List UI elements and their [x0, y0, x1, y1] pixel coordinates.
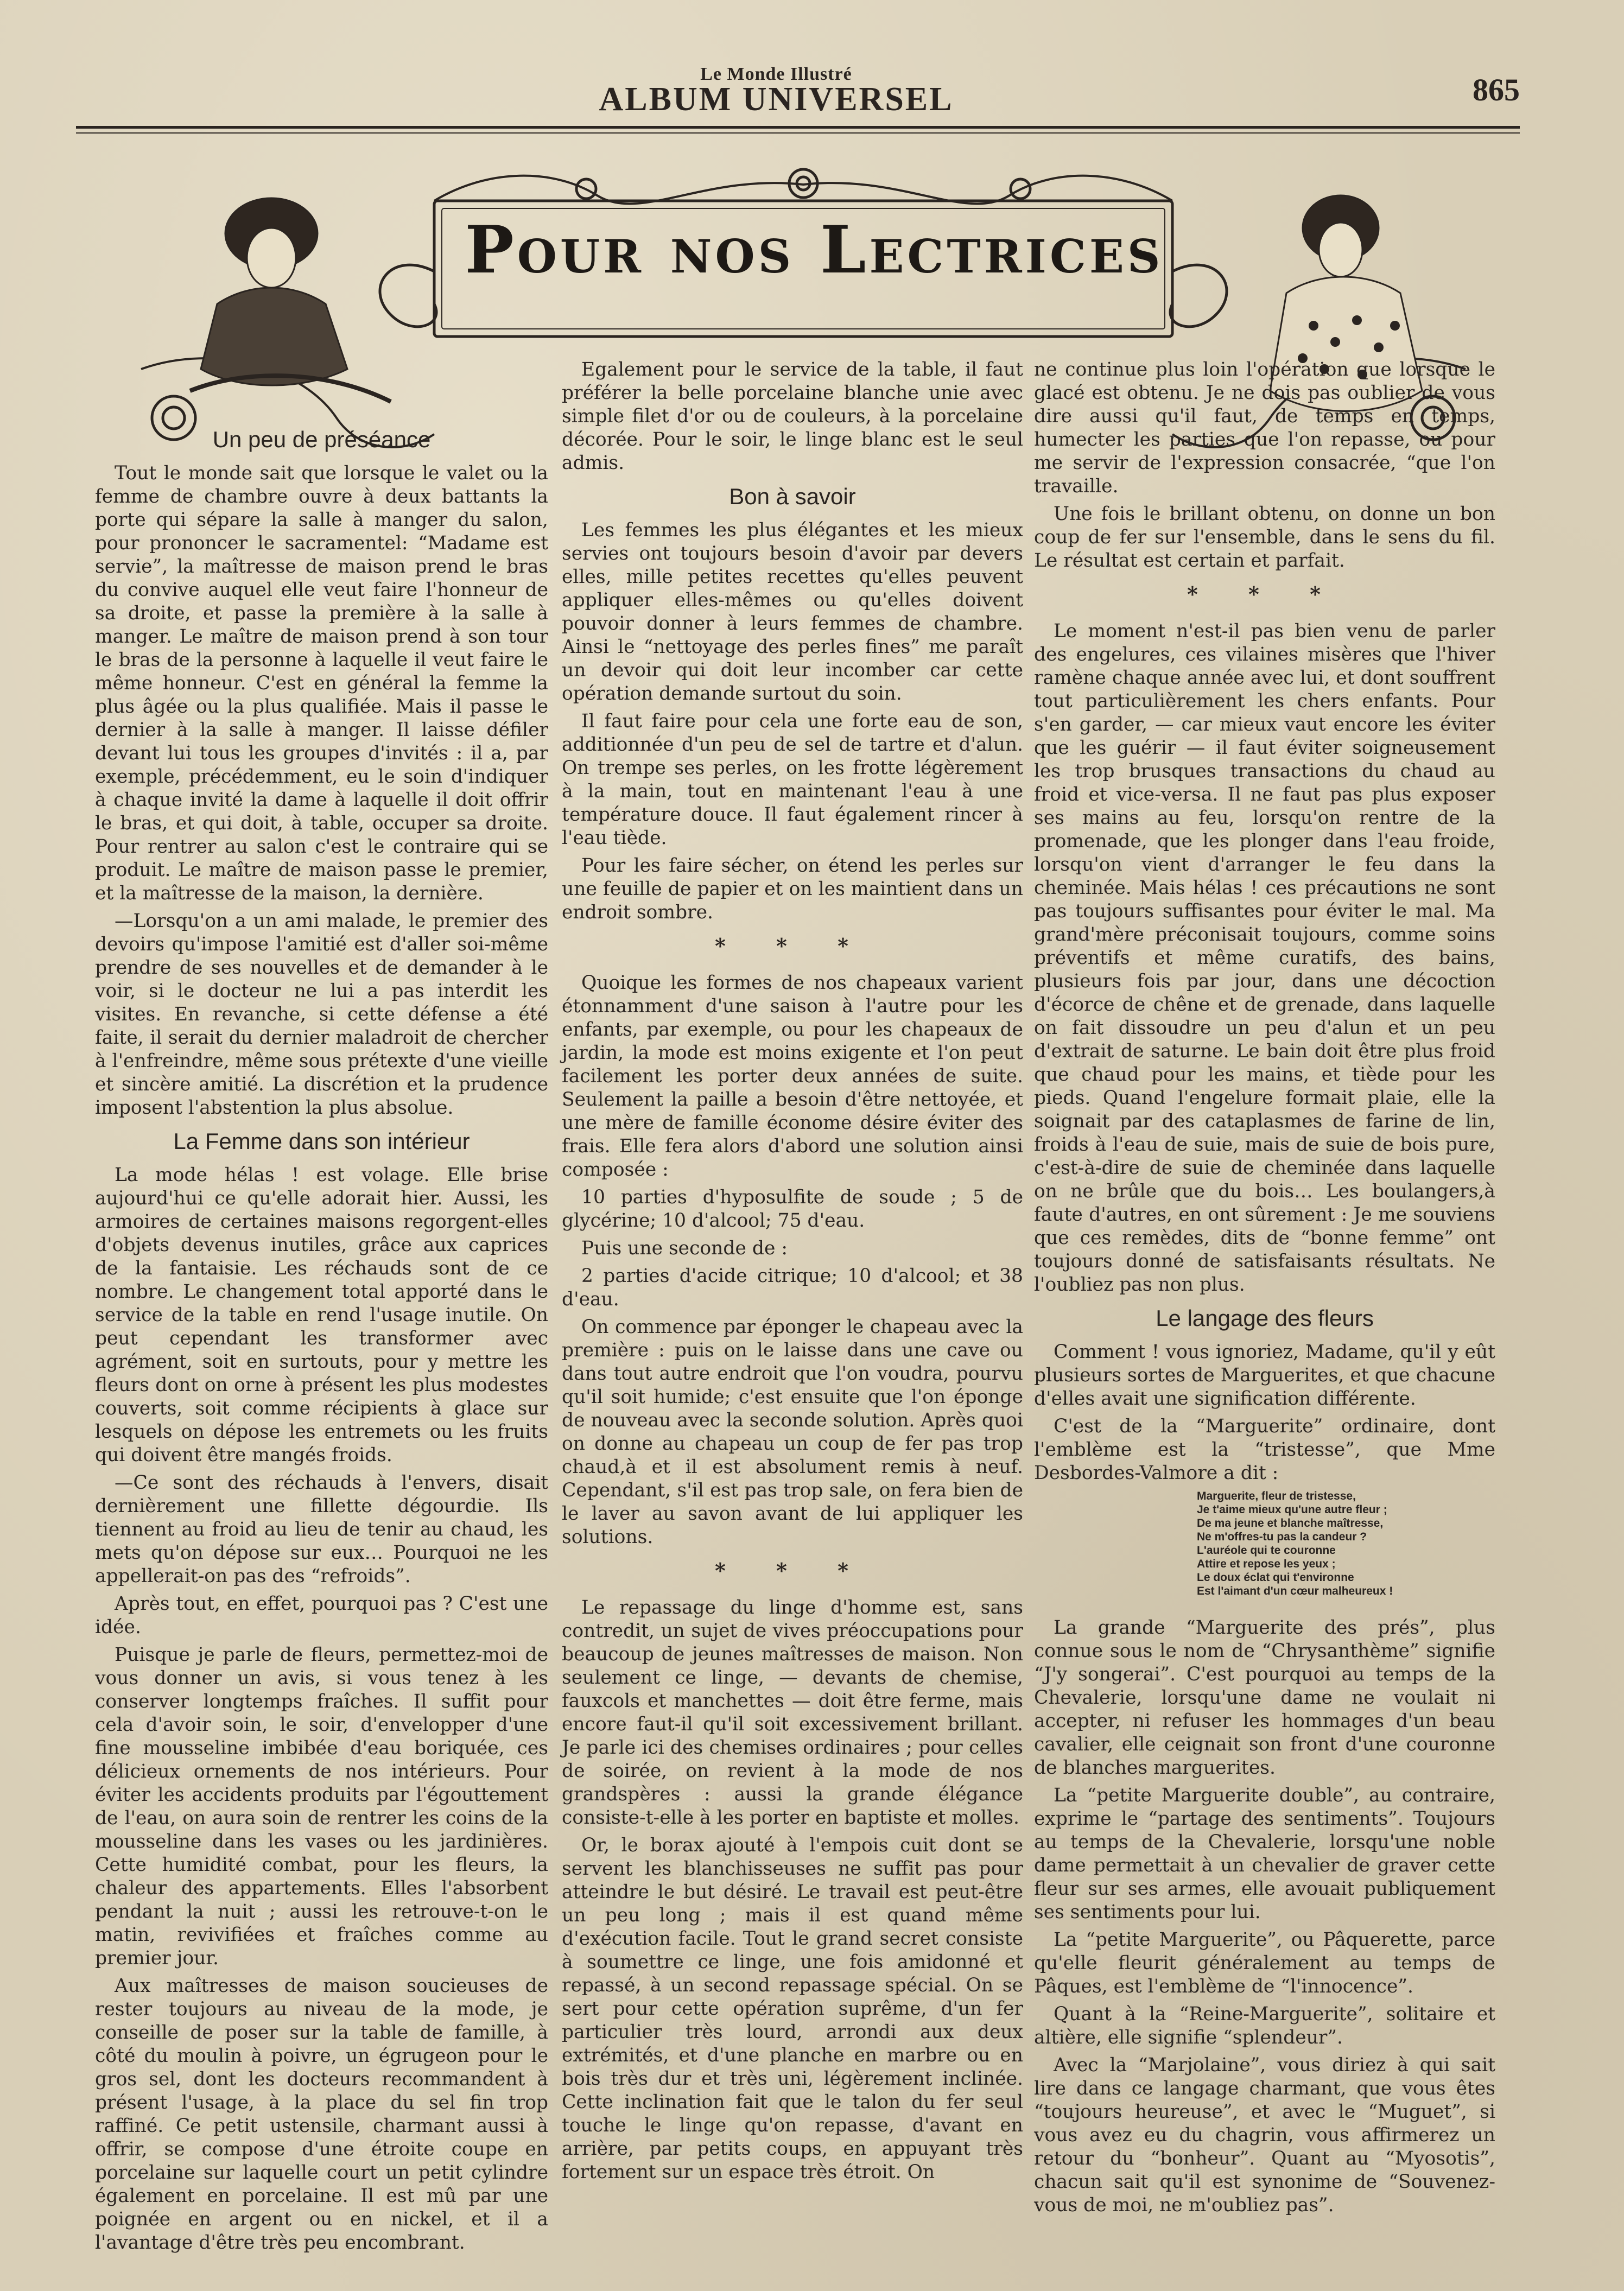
- paragraph: —Lorsqu'on a un ami malade, le premier des devoirs qu'impose l'amitié est d'aller soi-même prendre de ses nouvelles et de demander à le voir, si le docteur ne lui a pas interdit les visites. En revanche, si cette défense a été faite, il serait du dernier maladroit de chercher à l'enfreindre, même sous prétexte d'une vieille et sincère amitié. La discrétion et la prudence imposent l'abstention la plus absolue.: [95, 910, 548, 1119]
- column-3: [1034, 358, 1495, 2222]
- paragraph: La mode hélas ! est volage. Elle brise aujourd'hui ce qu'elle adorait hier. Aussi, les armoires de certaines maisons regorgent-elles d'objets devenus inutiles, grâce aux caprices de la fantaisie. Les réchauds sont de ce nombre. Le changement total apporté dans le service de la table en rend l'usage inutile. On peut cependant les transformer avec agrément, soit en surtouts, pour y mettre les fleurs dont on orne à présent les plus modestes couverts, soit comme récipients à glace sur lesquels on dépose les entremets ou les fruits qui doivent être mangés froids.: [95, 1164, 548, 1466]
- poem-line: Ne m'offres-tu pas la candeur ?: [1197, 1531, 1367, 1543]
- paragraph: La “petite Marguerite”, ou Pâquerette, parce qu'elle fleurit généralement au temps de Pâques, est l'emblème de “l'innocence”.: [1034, 1929, 1495, 1997]
- section-heading-langage-fleurs: Le langage des fleurs: [1156, 1305, 1374, 1331]
- paragraph: Quoique les formes de nos chapeaux varient étonnamment d'une saison à l'autre pour les enfants, par exemple, ou pour les chapeaux de jardin, la mode est moins exigente et l'on peut facilement les porter deux années de suite. Seulement la paille a besoin d'être nettoyée, et une mère de famille économe désire éviter des frais. Elle fera alors d'abord une solution ainsi composée :: [562, 972, 1023, 1181]
- header-rule: [76, 126, 1520, 129]
- section-heading-femme-interieur: La Femme dans son intérieur: [173, 1128, 470, 1154]
- paragraph: Tout le monde sait que lorsque le valet ou la femme de chambre ouvre à deux battants la porte qui sépare la salle à manger du salon, pour prononcer le sacramentel: “Madame est servie”, la maîtresse de maison prend le bras du convive auquel elle veut faire l'honneur de sa droite, et passe la première à la salle à manger. Le maître de maison prend à son tour le bras de la personne à laquelle il veut faire le même honneur. C'est en général la femme la plus âgée ou la plus qualifiée. Mais il passe le dernier à la salle à manger. Il laisse défiler devant lui tous les groupes d'invités : il a, par exemple, précédemment, eu le soin d'indiquer à chaque invité la dame à laquelle il doit offrir le bras, et qui doit, à table, occuper sa droite. Pour rentrer au salon c'est le contraire qui se produit. Le maître de maison passe le premier, et la maîtresse de la maison, la dernière.: [95, 462, 548, 904]
- paragraph: Comment ! vous ignoriez, Madame, qu'il y eût plusieurs sortes de Marguerites, et que chacune d'elles avait une signification différente.: [1034, 1341, 1495, 1410]
- paragraph: Aux maîtresses de maison soucieuses de rester toujours au niveau de la mode, je conseille de poser sur la table de famille, à côté du moulin à poivre, un égrugeon pour le gros sel, dont les docteurs recommandent à présent l'usage, à la place du sel fin trop raffiné. Ce petit ustensile, charmant aussi à offrir, se compose d'une étroite coupe en porcelaine sur laquelle court un petit cylindre également en porcelaine. Il est mû par une poignée en argent ou en nickel, et il a l'avantage d'être très peu encombrant.: [95, 1975, 548, 2254]
- left-woman-illustration: [190, 198, 391, 402]
- paragraph: Or, le borax ajouté à l'empois cuit dont se servent les blanchisseuses ne suffit pas pour atteindre le but désiré. Le travail est peut-être un peu long ; mais il est quand même d'exécution facile. Tout le grand secret consiste à soumettre ce linge, une fois amidonné et repassé, à un second repassage spécial. On se sert pour cette opération suprême, d'un fer particulier très lourd, arrondi aux deux extrémités, et d'une planche en marbre ou en bois très dur et très uni, légèrement inclinée. Cette inclination fait que le talon du fer seul touche le linge qu'on repasse, d'avant en arrière, par petits coups, en appuyant très fortement sur un espace très étroit. On: [562, 1835, 1023, 2183]
- page-number: 865: [1473, 72, 1520, 107]
- masthead-supertitle: Le Monde Illustré: [700, 64, 852, 84]
- section-heading-bon-a-savoir: Bon à savoir: [729, 484, 856, 509]
- paragraph: Les femmes les plus élégantes et les mieux servies ont toujours besoin d'avoir par devers elles, mille petites recettes qu'elles peuvent appliquer elles-mêmes ou qu'elles doivent pouvoir donner à leurs femmes de chambre. Ainsi le “nettoyage des perles fines” me paraît un devoir qui doit leur incomber car cette opération demande surtout du soin.: [562, 519, 1023, 705]
- paragraph: Le moment n'est-il pas bien venu de parler des engelures, ces vilaines misères que l'hiver ramène chaque année avec lui, et dont souffrent tout particulièrement les chers enfants. Pour s'en garder, — car mieux vaut encore les éviter que les guérir — il faut éviter soigneusement les trop brusques transactions du chaud au froid et vice-versa. Il ne faut pas plus exposer ses mains au feu, lorsqu'on rentre de la promenade, que les plonger dans l'eau froide, lorsqu'on vient d'arranger le feu dans la cheminée. Mais hélas ! ces précautions ne sont pas toujours suffisantes pour éviter le mal. Ma grand'mère préconisait toujours, comme soins préventifs et même curatifs, des bains, plusieurs fois par jour, dans une décoction d'écorce de chêne et de grenade, dans laquelle on fait dissoudre un peu d'alun et un peu d'extrait de saturne. Le bain doit être plus froid que chaud pour les mains, et tiède pour les pieds. Quand l'engelure formait plaie, elle la soignait par des cataplasmes de farine de lin, froids à l'eau de suie, mais de suie de bois pure, c'est-à-dire de suie de cheminée dans laquelle on ne brûle que du bois… Les boulangers,à faute d'autres, en ont sûrement : Je me souviens que ces remèdes, dits de “bonne femme” ont toujours donné de satisfaisants résultats. Ne l'oubliez pas non plus.: [1034, 620, 1495, 1296]
- section-heading-preseance: Un peu de préséance: [212, 427, 431, 452]
- paragraph: Egalement pour le service de la table, il faut préférer la belle porcelaine blanche unie avec simple filet d'or ou de couleurs, à la porcelaine décorée. Pour le soir, le linge blanc est le seul admis.: [562, 359, 1023, 474]
- paragraph: Puis une seconde de :: [581, 1237, 788, 1259]
- paragraph: La “petite Marguerite double”, au contraire, exprime le “partage des sentiments”. Toujours au temps de la Chevalerie, lorsqu'une noble dame permettait à un chevalier de graver cette fleur sur ses armes, elle avouait publiquement ses sentiments pour lui.: [1034, 1785, 1495, 1923]
- paragraph: —Ce sont des réchauds à l'envers, disait dernièrement une fillette dégourdie. Ils tiennent au froid au lieu de tenir au chaud, les mets qu'on dépose sur eux… Pourquoi ne les appellerait-on pas des “refroids”.: [95, 1472, 548, 1587]
- poem-marguerite: [1197, 1489, 1495, 1598]
- section-separator: * * *: [714, 1558, 871, 1583]
- banner-title: Pour nos Lectrices: [465, 212, 1164, 288]
- paragraph: Puisque je parle de fleurs, permettez-moi de vous donner un avis, si vous tenez à les conserver longtemps fraîches. Il suffit pour cela d'avoir soin, le soir, d'envelopper d'une fine mousseline imbibée d'eau boriquée, ces délicieux ornements de nos intérieurs. Pour éviter les accidents produits par l'égouttement de l'eau, on aura soin de rentrer les coins de la mousseline dans les vases ou les jardinières. Cette humidité combat, pour les fleurs, la chaleur des appartements. Elles l'absorbent pendant la nuit ; aussi les retrouve-t-on le matin, revivifiées et fraîches comme au premier jour.: [95, 1644, 548, 1969]
- paragraph: Avec la “Marjolaine”, vous diriez à qui sait lire dans ce langage charmant, que vous êtes “toujours heureuse”, et avec le “Muguet”, si vous avez eu du chagrin, vous affirmerez un retour du “bonheur”. Quant au “Myosotis”, chacun sait qu'il est synonime de “Souvenez-vous de moi, ne m'oubliez pas”.: [1034, 2054, 1495, 2216]
- paragraph: 10 parties d'hyposulfite de soude ; 5 de glycérine; 10 d'alcool; 75 d'eau.: [562, 1186, 1023, 1232]
- paragraph: C'est de la “Marguerite” ordinaire, dont l'emblème est la “tristesse”, que Mme Desbordes-Valmore a dit :: [1034, 1416, 1495, 1484]
- section-separator: * * *: [714, 934, 871, 958]
- paragraph: Après tout, en effet, pourquoi pas ? C'est une idée.: [95, 1593, 548, 1638]
- paragraph: Il faut faire pour cela une forte eau de son, additionnée d'un peu de sel de tartre et d'alun. On trempe ses perles, on les frotte légèrement à la main, tout en maintenant l'eau à une température douce. Il faut également rincer à l'eau tiède.: [562, 710, 1023, 849]
- paragraph: Quant à la “Reine-Marguerite”, solitaire et altière, elle signifie “splendeur”.: [1034, 2003, 1495, 2048]
- poem-line: L'auréole qui te couronne: [1197, 1544, 1336, 1557]
- poem-line: Est l'aimant d'un cœur malheureux !: [1197, 1585, 1393, 1597]
- paragraph: 2 parties d'acide citrique; 10 d'alcool; et 38 d'eau.: [562, 1265, 1023, 1310]
- header-rule-thin: [76, 132, 1520, 134]
- paragraph: La grande “Marguerite des prés”, plus connue sous le nom de “Chrysanthème” signifie “J'y songerai”. C'est pourquoi au temps de la Chevalerie, lorsqu'une dame ne voulait ni accepter, ni refuser les hommages d'un beau cavalier, elle ceignait son front d'une couronne de blanches marguerites.: [1034, 1617, 1495, 1779]
- poem-line: De ma jeune et blanche maîtresse,: [1197, 1517, 1384, 1530]
- column-2: [562, 358, 1023, 2188]
- paragraph: Une fois le brillant obtenu, on donne un bon coup de fer sur l'ensemble, dans le sens du fil. Le résultat est certain et parfait.: [1034, 503, 1495, 572]
- paragraph: Pour les faire sécher, on étend les perles sur une feuille de papier et on les maintient dans un endroit sombre.: [562, 855, 1023, 923]
- poem-line: Je t'aime mieux qu'une autre fleur ;: [1197, 1503, 1387, 1516]
- section-separator: * * *: [1187, 582, 1343, 606]
- paragraph: ne continue plus loin l'opération que lorsque le glacé est obtenu. Je ne dois pas oublier de vous dire aussi qu'il faut, de temps en temps, humecter les parties que l'on repasse, ou pour me servir de l'expression consacrée, “que l'on travaille.: [1034, 359, 1495, 497]
- poem-line: Marguerite, fleur de tristesse,: [1197, 1490, 1356, 1502]
- poem-line: Le doux éclat qui t'environne: [1197, 1571, 1354, 1584]
- paragraph: On commence par éponger le chapeau avec la première : puis on le laisse dans une cave ou dans tout autre endroit que l'on voudra, pourvu qu'il soit humide; c'est ensuite que l'on éponge de nouveau avec la seconde solution. Après quoi on donne au chapeau un coup de fer pas trop chaud,à et il est absolument remis à neuf. Cependant, s'il est pas trop sale, on fera bien de le laver au savon avant de lui appliquer les solutions.: [562, 1316, 1023, 1548]
- paragraph: Le repassage du linge d'homme est, sans contredit, un sujet de vives préoccupations pour beaucoup de jeunes maîtresses de maison. Non seulement ce linge, — devants de chemise, fauxcols et manchettes — doit être ferme, mais encore faut-il qu'il soit excessivement brillant. Je parle ici des chemises ordinaires ; pour celles de soirée, on revient à la mode de nos grandspères : aussi la grande élégance consiste-t-elle à les porter en baptiste et molles.: [562, 1597, 1023, 1829]
- masthead-title: ALBUM UNIVERSEL: [599, 81, 954, 118]
- column-1: [95, 418, 548, 2259]
- poem-line: Attire et repose les yeux ;: [1197, 1558, 1336, 1570]
